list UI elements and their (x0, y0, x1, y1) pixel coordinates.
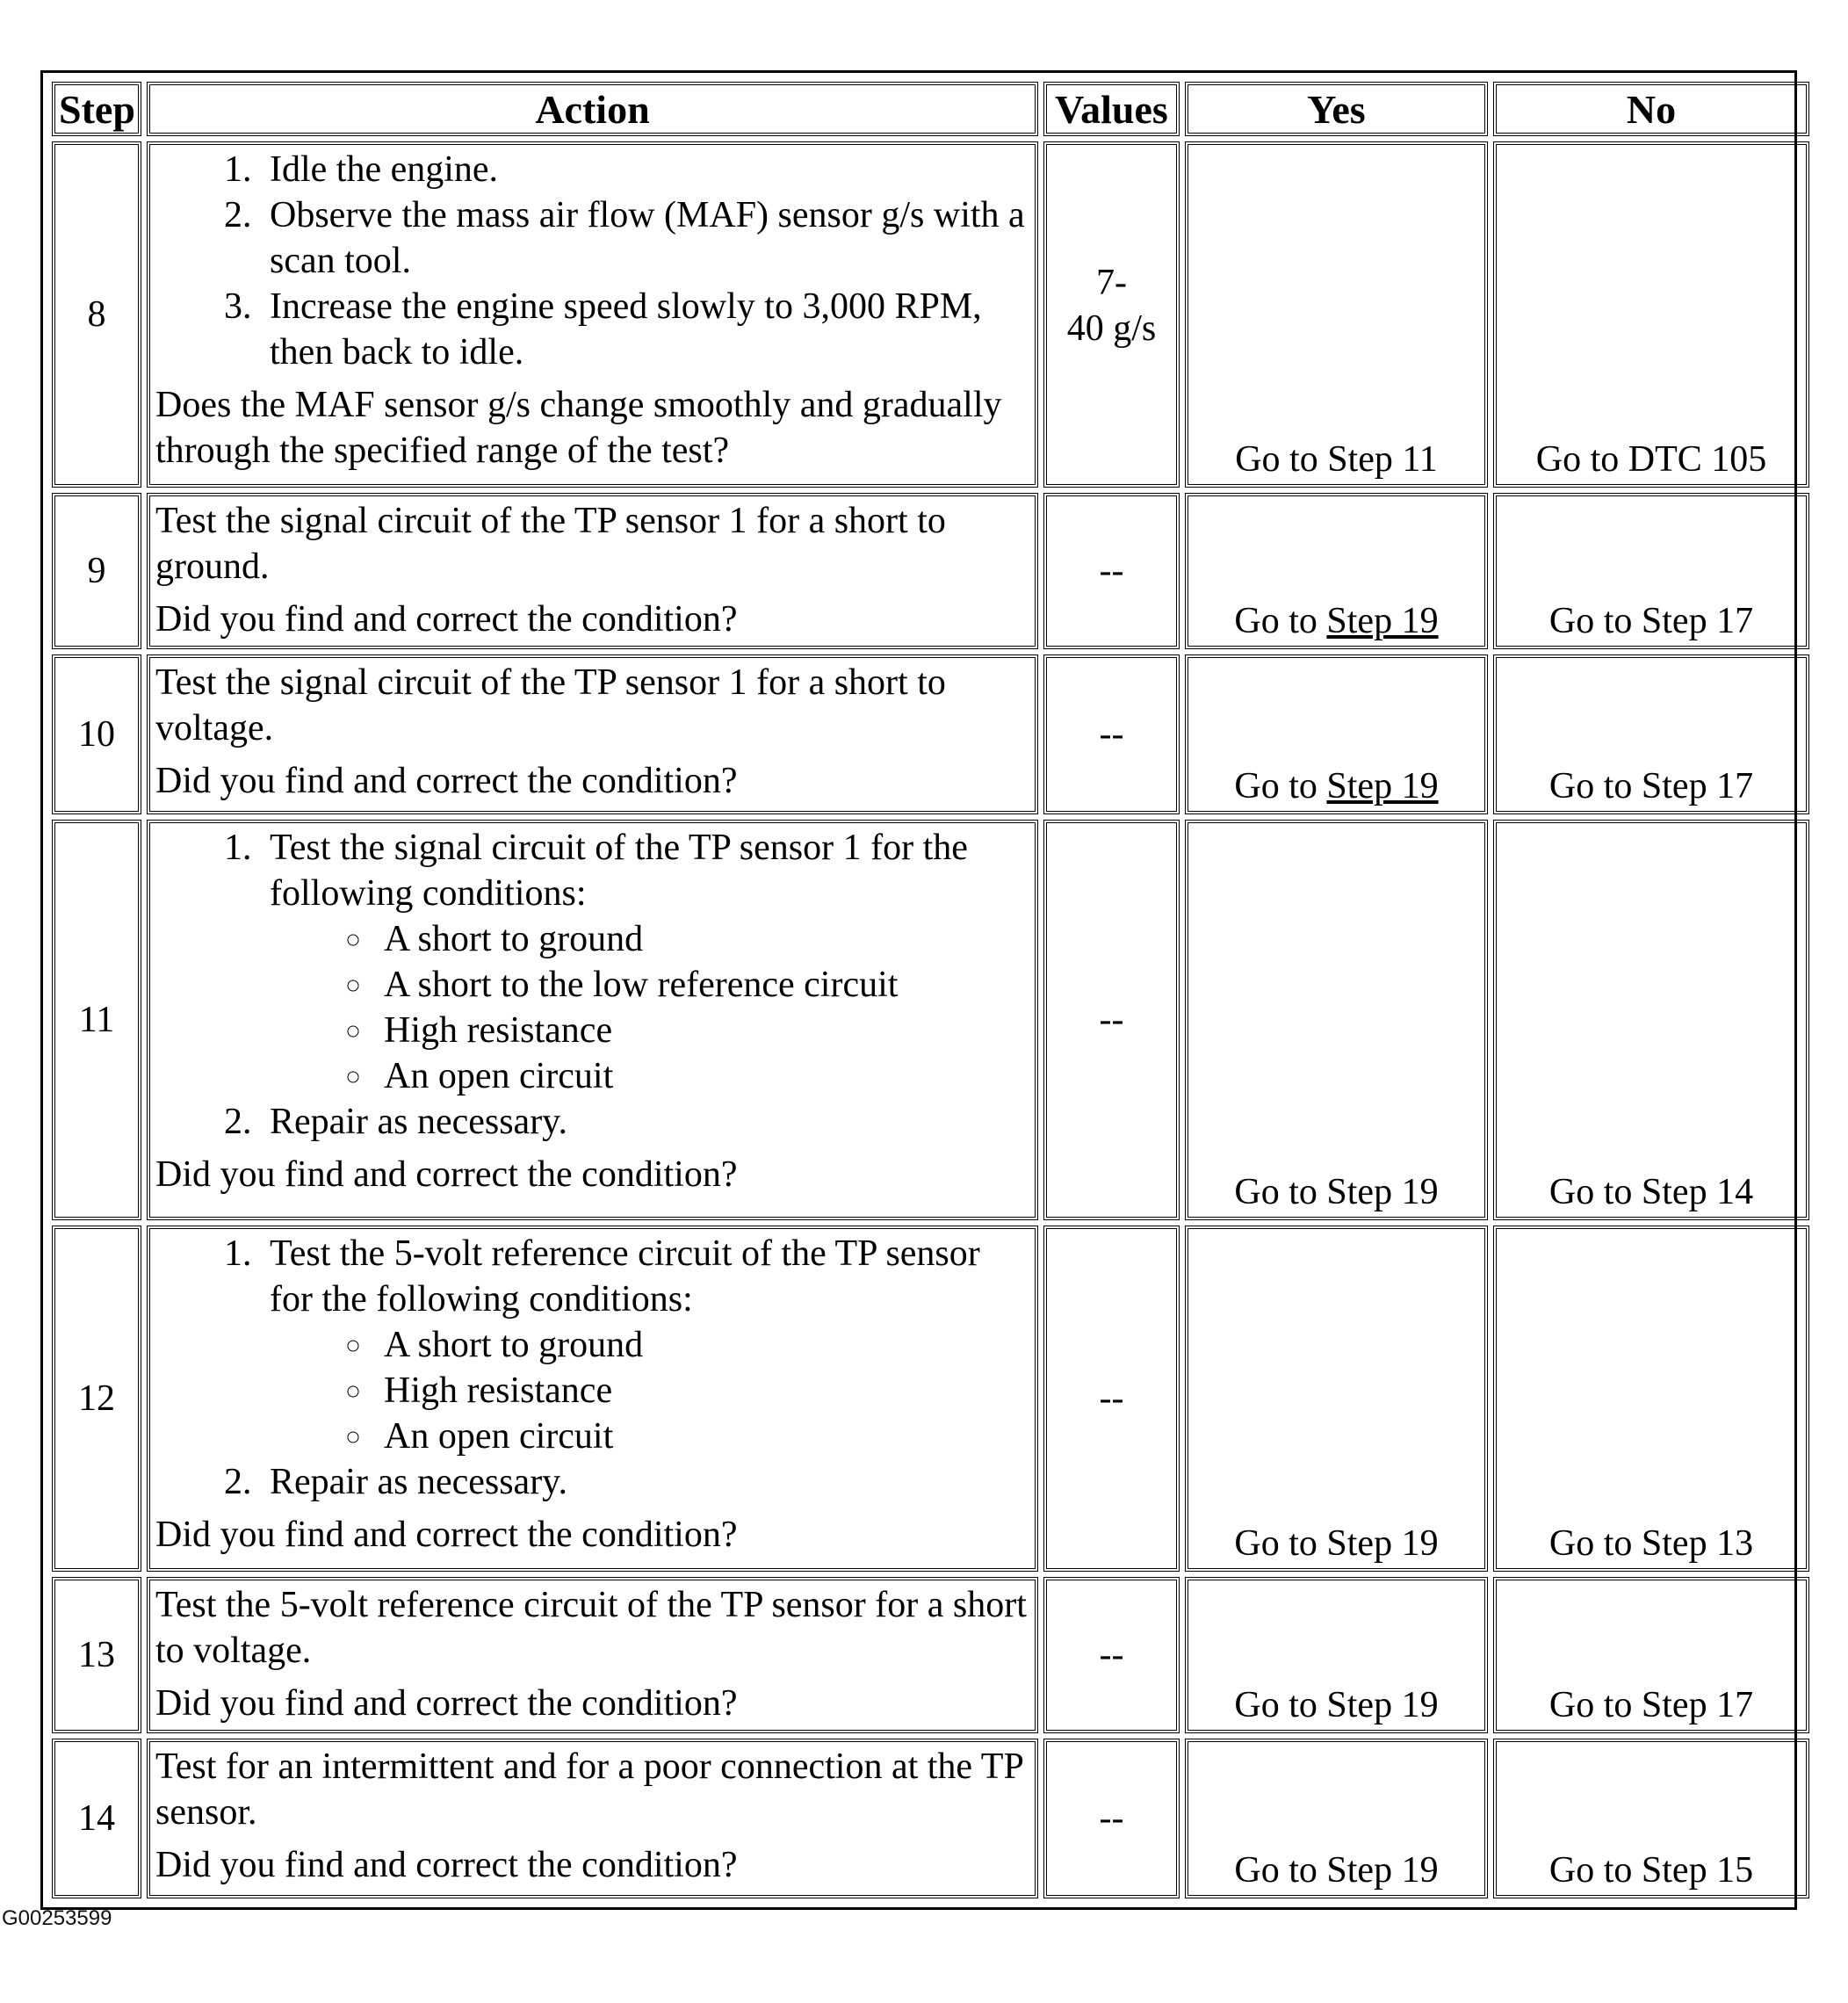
step-link[interactable]: Step 19 (1326, 601, 1439, 641)
action-question: Did you find and correct the condition? (155, 761, 738, 801)
values-cell: -- (1043, 493, 1180, 649)
yes-cell: Go to Step 19 (1185, 1226, 1488, 1572)
table-row (52, 1739, 1809, 1898)
no-cell: Go to Step 17 (1493, 493, 1809, 649)
table-row (52, 141, 1809, 488)
step-number: 10 (52, 654, 141, 814)
table-row (52, 1577, 1809, 1733)
condition-item: ◦ High resistance (375, 1368, 1029, 1414)
action-question: Did you find and correct the condition? (155, 599, 738, 640)
action-text: Test the signal circuit of the TP sensor 1 for a short to voltage. (155, 662, 946, 748)
condition-item: ◦ A short to the low reference circuit (375, 962, 1029, 1008)
step-number: 11 (52, 820, 141, 1220)
yes-cell: Go to Step 19 (1185, 1577, 1488, 1733)
action-text: Test the 5-volt reference circuit of the TP sensor for a short to voltage. (155, 1585, 1027, 1671)
values-cell: -- (1043, 654, 1180, 814)
step-number: 8 (52, 141, 141, 488)
table-row (52, 1226, 1809, 1572)
header-row (52, 82, 1809, 136)
action-cell (147, 1226, 1038, 1572)
no-cell: Go to Step 13 (1493, 1226, 1809, 1572)
action-question: Did you find and correct the condition? (155, 1515, 738, 1555)
yes-cell: Go to Step 19 (1185, 1739, 1488, 1898)
table-row (52, 820, 1809, 1220)
action-text: Test for an intermittent and for a poor connection at the TP sensor. (155, 1746, 1023, 1833)
header-action: Action (147, 82, 1038, 136)
yes-cell: Go to Step 11 (1185, 141, 1488, 488)
table-row (52, 654, 1809, 814)
condition-list (270, 916, 1029, 1099)
diagnostic-table-frame (40, 70, 1797, 1910)
condition-item: ◦ A short to ground (375, 1322, 1029, 1368)
action-step: 2. Repair as necessary. (261, 1459, 1029, 1505)
action-cell (147, 1577, 1038, 1733)
figure-id: G00253599 (2, 1906, 112, 1930)
action-step: 3. Increase the engine speed slowly to 3,000 RPM, then back to idle. (261, 284, 1029, 375)
condition-item: ◦ An open circuit (375, 1053, 1029, 1099)
action-cell (147, 141, 1038, 488)
values-cell: -- (1043, 1226, 1180, 1572)
yes-prefix: Go to (1234, 601, 1327, 641)
step-number: 13 (52, 1577, 141, 1733)
no-cell: Go to DTC 105 (1493, 141, 1809, 488)
step-number: 14 (52, 1739, 141, 1898)
diagnostic-table (47, 76, 1815, 1904)
no-cell: Go to Step 17 (1493, 1577, 1809, 1733)
values-cell: -- (1043, 820, 1180, 1220)
action-text: Test the signal circuit of the TP sensor 1 for a short to ground. (155, 501, 946, 587)
action-step-text: Test the 5-volt reference circuit of the TP sensor for the following conditions: (270, 1233, 980, 1320)
header-yes: Yes (1185, 82, 1488, 136)
no-cell: Go to Step 17 (1493, 654, 1809, 814)
action-steps-list (155, 147, 1029, 375)
action-step: 2. Repair as necessary. (261, 1099, 1029, 1145)
action-cell (147, 493, 1038, 649)
header-step: Step (52, 82, 141, 136)
action-step: 2. Observe the mass air flow (MAF) sensor g/s with a scan tool. (261, 192, 1029, 284)
step-number: 12 (52, 1226, 141, 1572)
condition-item: ◦ A short to ground (375, 916, 1029, 962)
table-row (52, 493, 1809, 649)
header-values: Values (1043, 82, 1180, 136)
action-step (261, 1231, 1029, 1459)
action-question: Did you find and correct the condition? (155, 1154, 738, 1195)
values-cell: -- (1043, 1739, 1180, 1898)
no-cell: Go to Step 14 (1493, 820, 1809, 1220)
values-cell (1043, 141, 1180, 488)
condition-list (270, 1322, 1029, 1459)
step-number: 9 (52, 493, 141, 649)
action-step (261, 825, 1029, 1099)
action-question: Did you find and correct the condition? (155, 1683, 738, 1724)
action-step-text: Test the signal circuit of the TP sensor 1 for the following conditions: (270, 828, 968, 914)
yes-cell: Go to Step 19 (1185, 820, 1488, 1220)
values-cell: -- (1043, 1577, 1180, 1733)
action-step: 1. Idle the engine. (261, 147, 1029, 192)
values-text: 7- 40 g/s (1066, 263, 1157, 349)
yes-prefix: Go to (1234, 766, 1327, 806)
action-cell (147, 820, 1038, 1220)
header-no: No (1493, 82, 1809, 136)
condition-item: ◦ An open circuit (375, 1414, 1029, 1459)
action-cell (147, 1739, 1038, 1898)
yes-cell (1185, 654, 1488, 814)
action-steps-list (155, 1231, 1029, 1505)
condition-item: ◦ High resistance (375, 1008, 1029, 1053)
action-cell (147, 654, 1038, 814)
no-cell: Go to Step 15 (1493, 1739, 1809, 1898)
yes-cell (1185, 493, 1488, 649)
step-link[interactable]: Step 19 (1326, 766, 1439, 806)
action-steps-list (155, 825, 1029, 1145)
action-question: Does the MAF sensor g/s change smoothly and gradually through the specified range of the test? (155, 385, 1002, 471)
action-question: Did you find and correct the condition? (155, 1845, 738, 1885)
